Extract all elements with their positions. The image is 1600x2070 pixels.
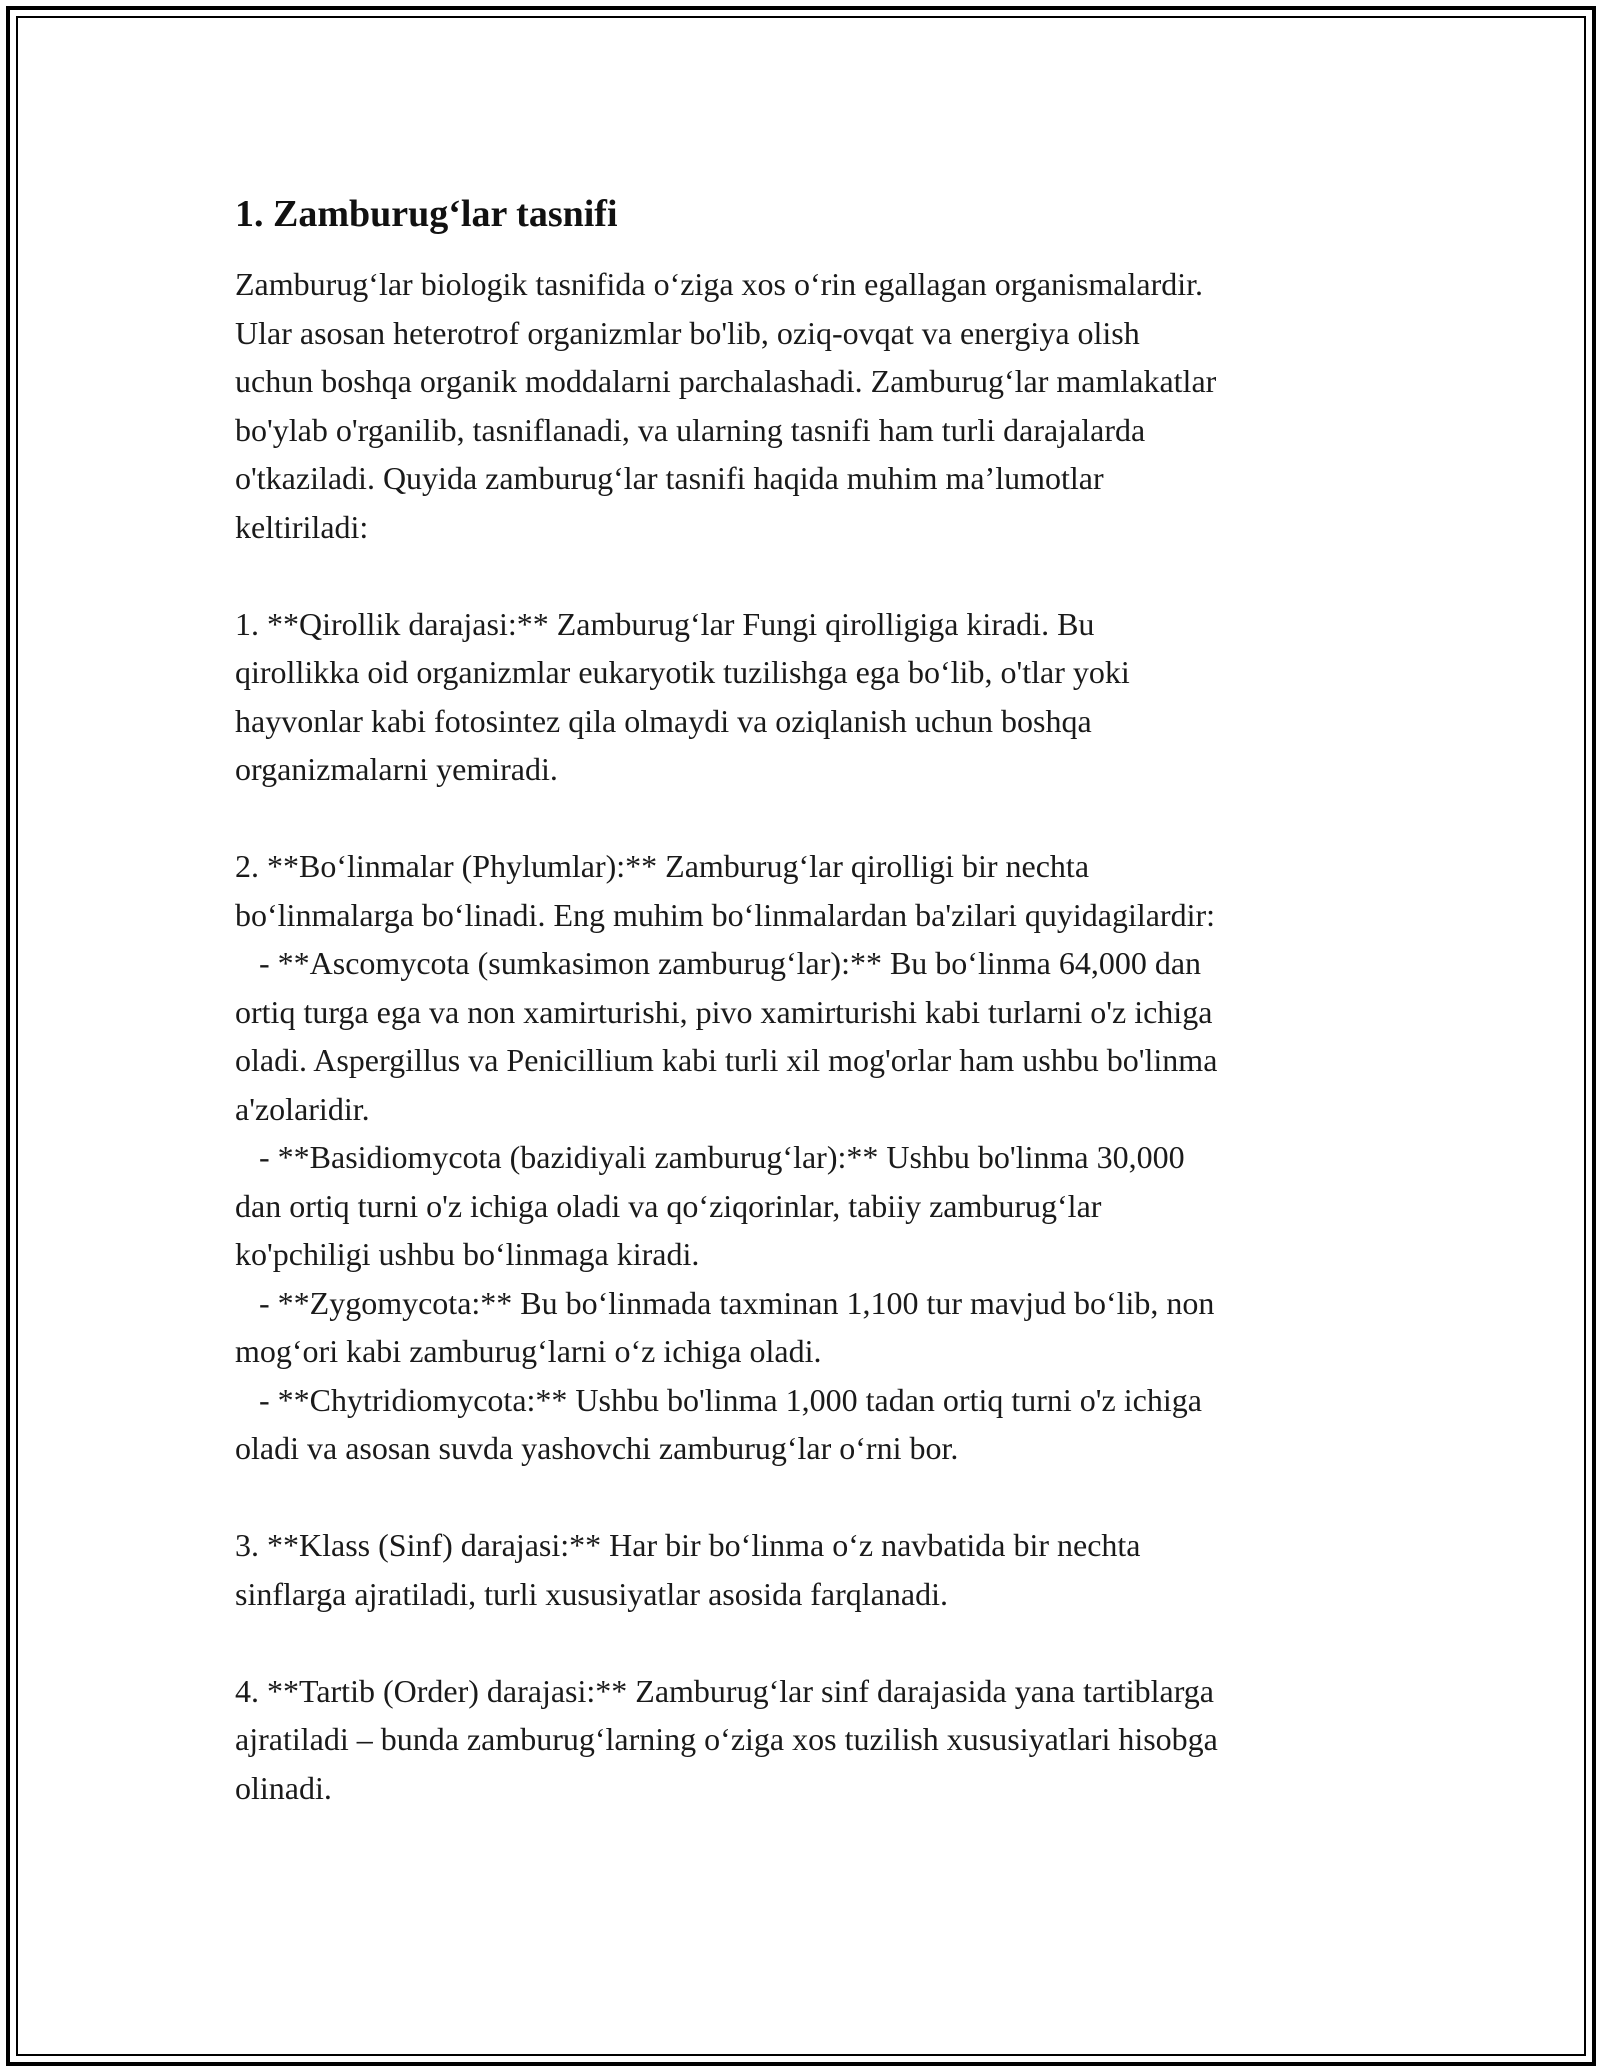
document-page [235, 190, 1375, 1812]
paragraph-spacer [235, 1473, 1375, 1522]
list-item-phylum: 2. **Bo‘linmalar (Phylumlar):** Zamburug‘lar qirolligi bir nechta bo‘linmalarga bo‘linadi. Eng muhim bo‘linmalardan ba'zilari quyidagilardir: - **Ascomycota (sumkasimon zamburug‘lar):** Bu bo‘linma 64,000 dan ortiq turga ega va non xamirturishi, pivo xamirturishi kabi turlarni o'z ichiga oladi. Aspergillus va Penicillium kabi turli xil mog'orlar ham ushbu bo'linma a'zolaridir. - **Basidiomycota (bazidiyali zamburug‘lar):** Ushbu bo'linma 30,000 dan ortiq turni o'z ichiga oladi va qo‘ziqorinlar, tabiiy zamburug‘lar ko'pchiligi ushbu bo‘linmaga kiradi. - **Zygomycota:** Bu bo‘linmada taxminan 1,100 tur mavjud bo‘lib, non mog‘ori kabi zamburug‘larni o‘z ichiga oladi. - **Chytridiomycota:** Ushbu bo'linma 1,000 tadan ortiq turni o'z ichiga oladi va asosan suvda yashovchi zamburug‘lar o‘rni bor. [235, 848, 1218, 1466]
list-item-kingdom: 1. **Qirollik darajasi:** Zamburug‘lar Fungi qirolligiga kiradi. Bu qirollikka oid organizmlar eukaryotik tuzilishga ega bo‘lib, o'tlar yoki hayvonlar kabi fotosintez qila olmaydi va oziqlanish uchun boshqa organizmalarni yemiradi. [235, 605, 1130, 787]
paragraph-spacer [235, 1618, 1375, 1667]
section-heading: 1. Zamburug‘lar tasnifi [235, 193, 618, 235]
list-item-class: 3. **Klass (Sinf) darajasi:** Har bir bo‘linma o‘z navbatida bir nechta sinflarga ajratiladi, turli xususiyatlar asosida farqlanadi. [235, 1527, 1141, 1612]
intro-paragraph: Zamburug‘lar biologik tasnifida o‘ziga xos o‘rin egallagan organismalardir. Ular asosan heterotrof organizmlar bo'lib, oziq-ovqat va energiya olish uchun boshqa organik moddalarni parchalashadi. Zamburug‘lar mamlakatlar bo'ylab o'rganilib, tasniflanadi, va ularning tasnifi ham turli darajalarda o'tkaziladi. Quyida zamburug‘lar tasnifi haqida muhim ma’lumotlar keltiriladi: [235, 266, 1217, 545]
paragraph-spacer [235, 551, 1375, 600]
paragraph-spacer [235, 794, 1375, 843]
list-item-order: 4. **Tartib (Order) darajasi:** Zamburug‘lar sinf darajasida yana tartiblarga ajratiladi – bunda zamburug‘larning o‘ziga xos tuzilish xususiyatlari hisobga olinadi. [235, 1672, 1218, 1806]
